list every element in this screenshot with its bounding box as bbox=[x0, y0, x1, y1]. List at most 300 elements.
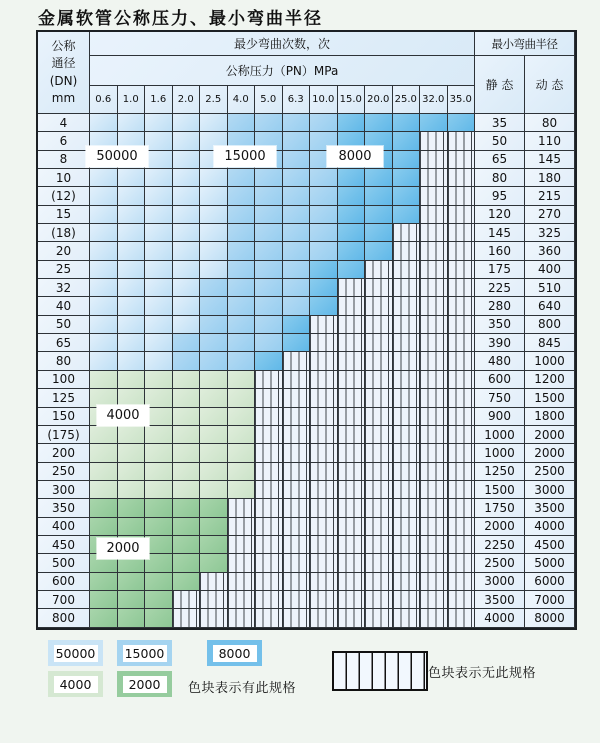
static-cell-(175): 1000 bbox=[475, 426, 525, 444]
pn-cell-na-125-6.3 bbox=[283, 389, 311, 407]
pn-cell-na-100-20.0 bbox=[365, 371, 393, 389]
pn-cell-600-1.6 bbox=[145, 573, 173, 591]
legend-swatch-50000 bbox=[48, 640, 103, 666]
pn-cell-na-800-5.0 bbox=[255, 609, 283, 627]
header-pn-15.0: 15.0 bbox=[338, 86, 366, 114]
dn-cell-50: 50 bbox=[38, 316, 90, 334]
pn-cell-na-400-6.3 bbox=[283, 518, 311, 536]
pn-cell-10-6.3 bbox=[283, 169, 311, 187]
pn-cell-(12)-5.0 bbox=[255, 187, 283, 205]
dynamic-cell-80: 1000 bbox=[525, 352, 575, 370]
pn-cell-40-1.6 bbox=[145, 297, 173, 315]
pn-cell-40-4.0 bbox=[228, 297, 256, 315]
pn-cell-na-65-10.0 bbox=[310, 334, 338, 352]
header-dn-line: (DN) bbox=[49, 73, 78, 88]
pn-cell-na-50-35.0 bbox=[448, 316, 476, 334]
pn-cell-na-500-4.0 bbox=[228, 554, 256, 572]
pn-cell-500-1.6 bbox=[145, 554, 173, 572]
pn-cell-na-40-32.0 bbox=[420, 297, 448, 315]
pn-cell-300-2.5 bbox=[200, 481, 228, 499]
pn-cell-15-5.0 bbox=[255, 206, 283, 224]
pn-cell-na-40-25.0 bbox=[393, 297, 421, 315]
pn-cell-(12)-10.0 bbox=[310, 187, 338, 205]
pn-cell-na-300-20.0 bbox=[365, 481, 393, 499]
pn-cell-(12)-2.0 bbox=[173, 187, 201, 205]
pn-cell-10-2.5 bbox=[200, 169, 228, 187]
static-cell-(12): 95 bbox=[475, 187, 525, 205]
static-cell-200: 1000 bbox=[475, 444, 525, 462]
static-cell-6: 50 bbox=[475, 132, 525, 150]
dynamic-cell-6: 110 bbox=[525, 132, 575, 150]
pn-cell-20-6.3 bbox=[283, 242, 311, 260]
pn-cell-na-32-25.0 bbox=[393, 279, 421, 297]
static-cell-100: 600 bbox=[475, 371, 525, 389]
pn-cell-na-25-20.0 bbox=[365, 261, 393, 279]
pn-cell-300-2.0 bbox=[173, 481, 201, 499]
pn-cell-na-(175)-15.0 bbox=[338, 426, 366, 444]
pn-cell-400-0.6 bbox=[90, 518, 118, 536]
pn-cell-na-125-15.0 bbox=[338, 389, 366, 407]
pn-cell-32-5.0 bbox=[255, 279, 283, 297]
static-cell-80: 480 bbox=[475, 352, 525, 370]
header-pn-2.0: 2.0 bbox=[173, 86, 201, 114]
dynamic-cell-800: 8000 bbox=[525, 609, 575, 627]
static-cell-32: 225 bbox=[475, 279, 525, 297]
pn-cell-na-500-5.0 bbox=[255, 554, 283, 572]
pn-cell-600-2.0 bbox=[173, 573, 201, 591]
pn-cell-65-1.6 bbox=[145, 334, 173, 352]
pn-cell-50-1.6 bbox=[145, 316, 173, 334]
dn-cell-300: 300 bbox=[38, 481, 90, 499]
static-cell-25: 175 bbox=[475, 261, 525, 279]
pn-cell-250-1.6 bbox=[145, 463, 173, 481]
pn-cell-na-65-32.0 bbox=[420, 334, 448, 352]
pn-cell-450-1.6 bbox=[145, 536, 173, 554]
pn-cell-32-1.0 bbox=[118, 279, 146, 297]
pn-cell-25-2.5 bbox=[200, 261, 228, 279]
pn-cell-na-250-32.0 bbox=[420, 463, 448, 481]
pn-cell-150-2.5 bbox=[200, 408, 228, 426]
pn-cell-na-600-5.0 bbox=[255, 573, 283, 591]
pn-cell-40-5.0 bbox=[255, 297, 283, 315]
pn-cell-10-5.0 bbox=[255, 169, 283, 187]
pn-cell-na-125-25.0 bbox=[393, 389, 421, 407]
pn-cell-na-200-10.0 bbox=[310, 444, 338, 462]
pn-cell-na-600-35.0 bbox=[448, 573, 476, 591]
dn-cell-700: 700 bbox=[38, 591, 90, 609]
pn-cell-na-500-15.0 bbox=[338, 554, 366, 572]
dn-cell-(175): (175) bbox=[38, 426, 90, 444]
pn-cell-na-10-35.0 bbox=[448, 169, 476, 187]
header-dn bbox=[38, 32, 90, 114]
pn-cell-32-2.0 bbox=[173, 279, 201, 297]
header-min-bend-radius: 最小弯曲半径 bbox=[475, 32, 575, 56]
header-dn-line: 公称 bbox=[51, 38, 76, 53]
pn-cell-na-(175)-20.0 bbox=[365, 426, 393, 444]
pn-cell-32-2.5 bbox=[200, 279, 228, 297]
dn-cell-400: 400 bbox=[38, 518, 90, 536]
pn-cell-na-350-32.0 bbox=[420, 499, 448, 517]
pn-cell-na-20-25.0 bbox=[393, 242, 421, 260]
dynamic-cell-300: 3000 bbox=[525, 481, 575, 499]
pn-cell-na-65-25.0 bbox=[393, 334, 421, 352]
pn-cell-na-300-6.3 bbox=[283, 481, 311, 499]
static-cell-400: 2000 bbox=[475, 518, 525, 536]
pn-cell-25-4.0 bbox=[228, 261, 256, 279]
pn-cell-na-80-10.0 bbox=[310, 352, 338, 370]
pn-cell-250-1.0 bbox=[118, 463, 146, 481]
pn-cell-(18)-2.5 bbox=[200, 224, 228, 242]
pn-cell-4-2.0 bbox=[173, 114, 201, 132]
pn-cell-na-400-25.0 bbox=[393, 518, 421, 536]
pn-cell-350-1.6 bbox=[145, 499, 173, 517]
pn-cell-na-700-15.0 bbox=[338, 591, 366, 609]
pn-cell-4-6.3 bbox=[283, 114, 311, 132]
pn-cell-125-4.0 bbox=[228, 389, 256, 407]
header-pn-1.6: 1.6 bbox=[145, 86, 173, 114]
legend-swatch-4000 bbox=[48, 671, 103, 697]
pn-cell-200-2.0 bbox=[173, 444, 201, 462]
legend-available-note: 色块表示有此规格 bbox=[188, 681, 297, 696]
static-cell-15: 120 bbox=[475, 206, 525, 224]
pn-cell-250-4.0 bbox=[228, 463, 256, 481]
pn-cell-20-5.0 bbox=[255, 242, 283, 260]
pn-cell-na-400-35.0 bbox=[448, 518, 476, 536]
pn-cell-350-0.6 bbox=[90, 499, 118, 517]
pn-cell-(18)-2.0 bbox=[173, 224, 201, 242]
legend-swatch-label: 8000 bbox=[213, 645, 257, 662]
pn-cell-(175)-1.6 bbox=[145, 426, 173, 444]
pn-cell-15-1.0 bbox=[118, 206, 146, 224]
pn-cell-32-10.0 bbox=[310, 279, 338, 297]
pn-cell-na-25-32.0 bbox=[420, 261, 448, 279]
dn-cell-450: 450 bbox=[38, 536, 90, 554]
pn-cell-4-5.0 bbox=[255, 114, 283, 132]
pn-cell-20-0.6 bbox=[90, 242, 118, 260]
static-cell-450: 2250 bbox=[475, 536, 525, 554]
pn-cell-na-(175)-32.0 bbox=[420, 426, 448, 444]
pn-cell-na-40-15.0 bbox=[338, 297, 366, 315]
pn-cell-na-800-20.0 bbox=[365, 609, 393, 627]
pn-cell-na-300-32.0 bbox=[420, 481, 448, 499]
pn-cell-na-10-32.0 bbox=[420, 169, 448, 187]
pn-cell-na-65-35.0 bbox=[448, 334, 476, 352]
legend-no-spec-swatch bbox=[332, 651, 428, 691]
dynamic-cell-65: 845 bbox=[525, 334, 575, 352]
pn-cell-4-10.0 bbox=[310, 114, 338, 132]
pn-cell-na-600-4.0 bbox=[228, 573, 256, 591]
dn-cell-125: 125 bbox=[38, 389, 90, 407]
dn-cell-10: 10 bbox=[38, 169, 90, 187]
dynamic-cell-(12): 215 bbox=[525, 187, 575, 205]
pn-cell-na-250-15.0 bbox=[338, 463, 366, 481]
pn-cell-na-300-35.0 bbox=[448, 481, 476, 499]
pn-cell-na-100-25.0 bbox=[393, 371, 421, 389]
pn-cell-15-2.5 bbox=[200, 206, 228, 224]
pn-cell-200-1.6 bbox=[145, 444, 173, 462]
pn-cell-na-200-35.0 bbox=[448, 444, 476, 462]
pn-cell-na-125-32.0 bbox=[420, 389, 448, 407]
dn-cell-(12): (12) bbox=[38, 187, 90, 205]
pn-cell-(12)-4.0 bbox=[228, 187, 256, 205]
pn-cell-65-6.3 bbox=[283, 334, 311, 352]
pn-cell-15-6.3 bbox=[283, 206, 311, 224]
static-cell-40: 280 bbox=[475, 297, 525, 315]
pn-cell-250-2.0 bbox=[173, 463, 201, 481]
pn-cell-(18)-10.0 bbox=[310, 224, 338, 242]
pn-cell-(12)-15.0 bbox=[338, 187, 366, 205]
pn-cell-na-700-6.3 bbox=[283, 591, 311, 609]
static-cell-(18): 145 bbox=[475, 224, 525, 242]
pn-cell-na-15-35.0 bbox=[448, 206, 476, 224]
pn-cell-300-0.6 bbox=[90, 481, 118, 499]
pn-cell-25-0.6 bbox=[90, 261, 118, 279]
dynamic-cell-10: 180 bbox=[525, 169, 575, 187]
pn-cell-(18)-15.0 bbox=[338, 224, 366, 242]
pn-cell-350-2.0 bbox=[173, 499, 201, 517]
pn-cell-65-4.0 bbox=[228, 334, 256, 352]
pn-cell-800-1.0 bbox=[118, 609, 146, 627]
pn-cell-300-4.0 bbox=[228, 481, 256, 499]
pn-cell-na-800-4.0 bbox=[228, 609, 256, 627]
pn-cell-na-300-10.0 bbox=[310, 481, 338, 499]
static-cell-4: 35 bbox=[475, 114, 525, 132]
pn-cell-100-1.0 bbox=[118, 371, 146, 389]
header-pn-20.0: 20.0 bbox=[365, 86, 393, 114]
pn-cell-65-1.0 bbox=[118, 334, 146, 352]
pn-cell-(18)-5.0 bbox=[255, 224, 283, 242]
pn-cell-(18)-1.6 bbox=[145, 224, 173, 242]
pn-cell-(12)-1.6 bbox=[145, 187, 173, 205]
dn-cell-800: 800 bbox=[38, 609, 90, 627]
pn-cell-na-150-5.0 bbox=[255, 408, 283, 426]
pn-cell-na-(175)-10.0 bbox=[310, 426, 338, 444]
pn-cell-na-(175)-35.0 bbox=[448, 426, 476, 444]
pn-cell-na-100-32.0 bbox=[420, 371, 448, 389]
pn-cell-65-0.6 bbox=[90, 334, 118, 352]
pn-cell-na-700-4.0 bbox=[228, 591, 256, 609]
pn-cell-na-(175)-5.0 bbox=[255, 426, 283, 444]
static-cell-800: 4000 bbox=[475, 609, 525, 627]
legend-swatch-8000 bbox=[207, 640, 262, 666]
pn-cell-40-1.0 bbox=[118, 297, 146, 315]
static-cell-350: 1750 bbox=[475, 499, 525, 517]
pn-cell-125-2.5 bbox=[200, 389, 228, 407]
pn-cell-200-1.0 bbox=[118, 444, 146, 462]
pn-cell-na-500-25.0 bbox=[393, 554, 421, 572]
pn-cell-na-15-32.0 bbox=[420, 206, 448, 224]
header-min-bend-cycles: 最少弯曲次数，次 bbox=[90, 32, 475, 56]
static-cell-150: 900 bbox=[475, 408, 525, 426]
pn-cell-na-200-25.0 bbox=[393, 444, 421, 462]
pn-cell-na-350-5.0 bbox=[255, 499, 283, 517]
pn-cell-25-6.3 bbox=[283, 261, 311, 279]
pn-cell-100-0.6 bbox=[90, 371, 118, 389]
dynamic-cell-(18): 325 bbox=[525, 224, 575, 242]
cycles-label-4000: 4000 bbox=[97, 405, 149, 426]
pn-cell-32-0.6 bbox=[90, 279, 118, 297]
pn-cell-50-6.3 bbox=[283, 316, 311, 334]
pn-cell-50-5.0 bbox=[255, 316, 283, 334]
header-nominal-pressure: 公称压力（PN）MPa bbox=[90, 56, 475, 86]
pn-cell-400-2.0 bbox=[173, 518, 201, 536]
dn-cell-4: 4 bbox=[38, 114, 90, 132]
header-pn-4.0: 4.0 bbox=[228, 86, 256, 114]
dn-cell-80: 80 bbox=[38, 352, 90, 370]
pn-cell-na-700-25.0 bbox=[393, 591, 421, 609]
pn-cell-450-2.5 bbox=[200, 536, 228, 554]
static-cell-500: 2500 bbox=[475, 554, 525, 572]
pn-cell-na-800-2.5 bbox=[200, 609, 228, 627]
pn-cell-20-15.0 bbox=[338, 242, 366, 260]
pn-cell-600-1.0 bbox=[118, 573, 146, 591]
pn-cell-na-(12)-32.0 bbox=[420, 187, 448, 205]
pn-cell-65-2.5 bbox=[200, 334, 228, 352]
pn-cell-na-250-10.0 bbox=[310, 463, 338, 481]
pn-cell-na-350-20.0 bbox=[365, 499, 393, 517]
pn-cell-20-1.6 bbox=[145, 242, 173, 260]
pn-cell-(175)-2.0 bbox=[173, 426, 201, 444]
page-title: 金属软管公称压力、最小弯曲半径 bbox=[38, 9, 323, 29]
dn-cell-32: 32 bbox=[38, 279, 90, 297]
header-pn-35.0: 35.0 bbox=[448, 86, 476, 114]
pn-cell-na-150-20.0 bbox=[365, 408, 393, 426]
pn-cell-4-4.0 bbox=[228, 114, 256, 132]
pn-cell-na-(18)-25.0 bbox=[393, 224, 421, 242]
static-cell-10: 80 bbox=[475, 169, 525, 187]
pn-cell-na-32-35.0 bbox=[448, 279, 476, 297]
pn-cell-na-32-32.0 bbox=[420, 279, 448, 297]
pn-cell-na-150-15.0 bbox=[338, 408, 366, 426]
pn-cell-na-350-6.3 bbox=[283, 499, 311, 517]
pn-cell-na-150-25.0 bbox=[393, 408, 421, 426]
static-cell-600: 3000 bbox=[475, 573, 525, 591]
pn-cell-na-700-32.0 bbox=[420, 591, 448, 609]
header-pn-10.0: 10.0 bbox=[310, 86, 338, 114]
pn-cell-na-600-32.0 bbox=[420, 573, 448, 591]
dynamic-cell-700: 7000 bbox=[525, 591, 575, 609]
pn-cell-na-100-5.0 bbox=[255, 371, 283, 389]
pn-cell-na-(175)-25.0 bbox=[393, 426, 421, 444]
pn-cell-na-150-32.0 bbox=[420, 408, 448, 426]
static-cell-250: 1250 bbox=[475, 463, 525, 481]
pn-cell-na-200-20.0 bbox=[365, 444, 393, 462]
pn-cell-800-0.6 bbox=[90, 609, 118, 627]
pn-cell-(175)-4.0 bbox=[228, 426, 256, 444]
pn-cell-na-450-5.0 bbox=[255, 536, 283, 554]
legend-swatch-15000 bbox=[117, 640, 172, 666]
pn-cell-4-1.6 bbox=[145, 114, 173, 132]
dn-cell-500: 500 bbox=[38, 554, 90, 572]
static-cell-50: 350 bbox=[475, 316, 525, 334]
dynamic-cell-450: 4500 bbox=[525, 536, 575, 554]
header-pn-5.0: 5.0 bbox=[255, 86, 283, 114]
pn-cell-na-200-32.0 bbox=[420, 444, 448, 462]
pn-cell-10-2.0 bbox=[173, 169, 201, 187]
pn-cell-na-600-2.5 bbox=[200, 573, 228, 591]
pn-cell-25-1.6 bbox=[145, 261, 173, 279]
pn-cell-700-1.0 bbox=[118, 591, 146, 609]
pn-cell-50-4.0 bbox=[228, 316, 256, 334]
pn-cell-na-500-6.3 bbox=[283, 554, 311, 572]
pn-cell-25-15.0 bbox=[338, 261, 366, 279]
pn-cell-na-200-6.3 bbox=[283, 444, 311, 462]
pn-cell-na-600-20.0 bbox=[365, 573, 393, 591]
pn-cell-na-25-25.0 bbox=[393, 261, 421, 279]
pn-cell-na-350-25.0 bbox=[393, 499, 421, 517]
pn-cell-na-80-25.0 bbox=[393, 352, 421, 370]
pn-cell-10-1.6 bbox=[145, 169, 173, 187]
legend-swatch-label: 15000 bbox=[123, 645, 167, 662]
pn-cell-na-600-10.0 bbox=[310, 573, 338, 591]
pn-cell-na-700-35.0 bbox=[448, 591, 476, 609]
pn-cell-na-125-5.0 bbox=[255, 389, 283, 407]
dynamic-cell-8: 145 bbox=[525, 151, 575, 169]
cycles-label-15000: 15000 bbox=[214, 146, 276, 167]
pn-cell-40-0.6 bbox=[90, 297, 118, 315]
pn-cell-na-8-35.0 bbox=[448, 151, 476, 169]
pn-cell-na-700-2.0 bbox=[173, 591, 201, 609]
pn-cell-4-35.0 bbox=[448, 114, 476, 132]
pn-cell-na-500-35.0 bbox=[448, 554, 476, 572]
pn-cell-300-1.0 bbox=[118, 481, 146, 499]
dn-cell-100: 100 bbox=[38, 371, 90, 389]
static-cell-65: 390 bbox=[475, 334, 525, 352]
pn-cell-25-1.0 bbox=[118, 261, 146, 279]
static-cell-8: 65 bbox=[475, 151, 525, 169]
dynamic-cell-125: 1500 bbox=[525, 389, 575, 407]
pn-cell-200-0.6 bbox=[90, 444, 118, 462]
pn-cell-na-450-15.0 bbox=[338, 536, 366, 554]
pn-cell-4-32.0 bbox=[420, 114, 448, 132]
header-pn-32.0: 32.0 bbox=[420, 86, 448, 114]
pn-cell-6-25.0 bbox=[393, 132, 421, 150]
pn-cell-6-2.0 bbox=[173, 132, 201, 150]
pn-cell-na-700-5.0 bbox=[255, 591, 283, 609]
dynamic-cell-150: 1800 bbox=[525, 408, 575, 426]
pn-cell-na-700-2.5 bbox=[200, 591, 228, 609]
pn-cell-15-1.6 bbox=[145, 206, 173, 224]
pn-cell-15-15.0 bbox=[338, 206, 366, 224]
pn-cell-15-2.0 bbox=[173, 206, 201, 224]
pn-cell-20-1.0 bbox=[118, 242, 146, 260]
pn-cell-na-300-15.0 bbox=[338, 481, 366, 499]
header-pn-6.3: 6.3 bbox=[283, 86, 311, 114]
pn-cell-na-100-6.3 bbox=[283, 371, 311, 389]
dn-cell-250: 250 bbox=[38, 463, 90, 481]
pn-cell-250-2.5 bbox=[200, 463, 228, 481]
pn-cell-50-0.6 bbox=[90, 316, 118, 334]
pn-cell-na-(18)-35.0 bbox=[448, 224, 476, 242]
dn-cell-20: 20 bbox=[38, 242, 90, 260]
pn-cell-na-350-10.0 bbox=[310, 499, 338, 517]
pn-cell-20-2.0 bbox=[173, 242, 201, 260]
pn-cell-32-1.6 bbox=[145, 279, 173, 297]
pn-cell-na-100-10.0 bbox=[310, 371, 338, 389]
pn-cell-(12)-1.0 bbox=[118, 187, 146, 205]
header-dn-line: 通径 bbox=[51, 56, 76, 71]
pn-cell-450-2.0 bbox=[173, 536, 201, 554]
pn-cell-na-800-15.0 bbox=[338, 609, 366, 627]
pn-cell-700-1.6 bbox=[145, 591, 173, 609]
dn-cell-8: 8 bbox=[38, 151, 90, 169]
pn-cell-8-1.6 bbox=[145, 151, 173, 169]
dynamic-cell-4: 80 bbox=[525, 114, 575, 132]
pn-cell-32-4.0 bbox=[228, 279, 256, 297]
pn-cell-10-1.0 bbox=[118, 169, 146, 187]
pn-cell-20-20.0 bbox=[365, 242, 393, 260]
dn-cell-350: 350 bbox=[38, 499, 90, 517]
